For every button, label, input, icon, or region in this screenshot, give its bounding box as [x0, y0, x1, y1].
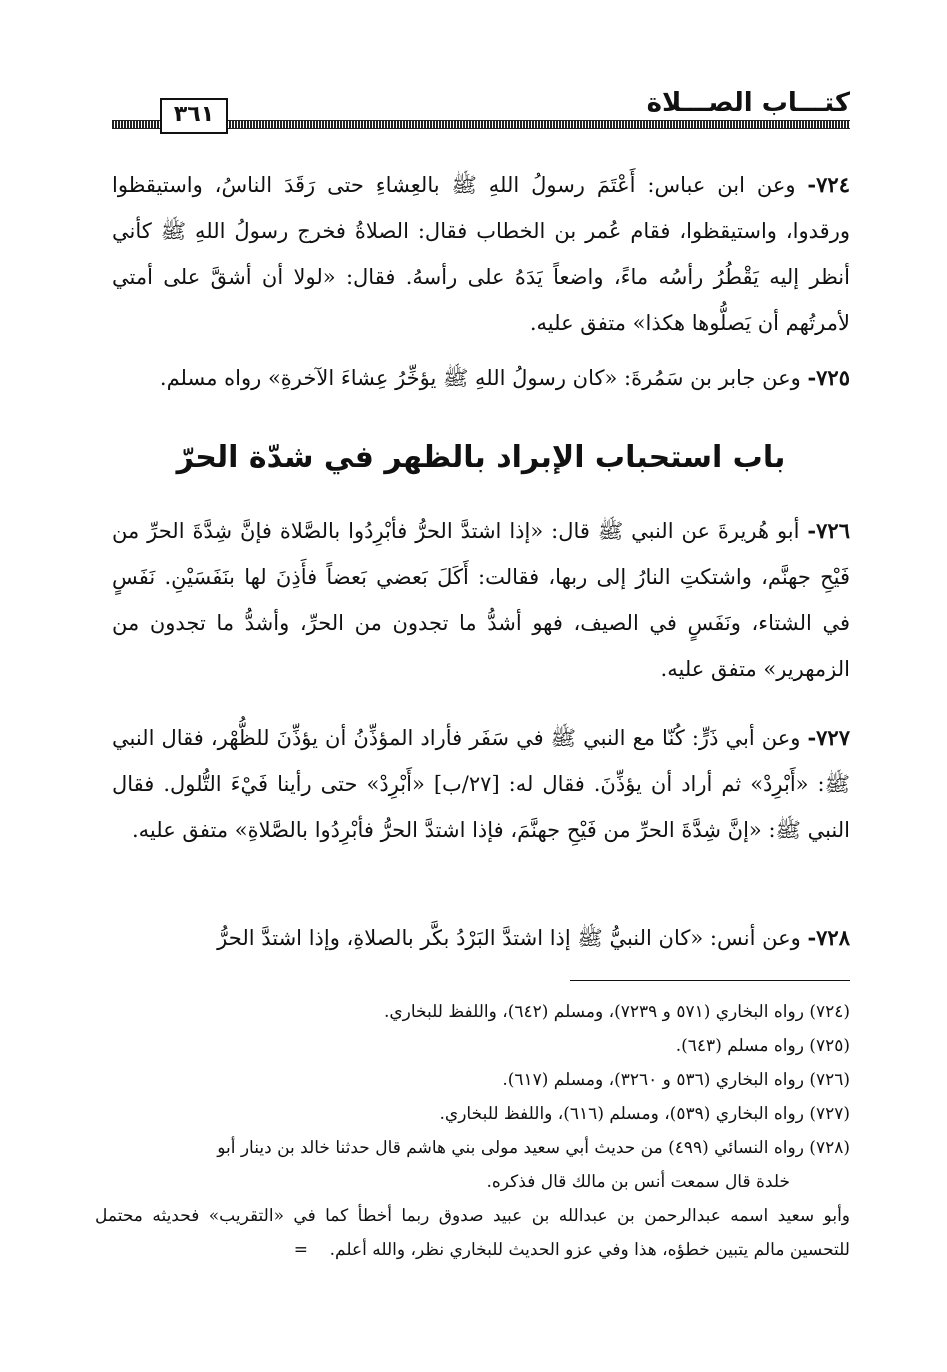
footnote-727: (٧٢٧) رواه البخاري (٥٣٩)، ومسلم (٦١٦)، واللفظ للبخاري. [439, 1104, 850, 1124]
footnote-remark-text: وأبو سعيد اسمه عبدالرحمن بن عبدالله بن عبيد صدوق ربما أخطأ كما في «التقريب» فحديثه محتمل للتحسين مالم يتبين خطؤه، هذا وفي عزو الحديث للبخاري نظر، والله أعلم. [95, 1206, 850, 1260]
continuation-mark: = [293, 1240, 309, 1260]
footnote-728-continuation: خلدة قال سمعت أنس بن مالك قال فذكره. [486, 1172, 790, 1192]
footnotes [95, 995, 850, 1267]
hadith-number: ٧٢٦- [807, 518, 850, 543]
hadith-725 [112, 355, 850, 401]
footnote-728: (٧٢٨) رواه النسائي (٤٩٩) من حديث أبي سعيد مولى بني هاشم قال حدثنا خالد بن دينار أبو [217, 1138, 850, 1158]
hadith-text: أبو هُريرةَ عن النبي ﷺ قال: «إذا اشتدَّ الحرُّ فأبْرِدُوا بالصَّلاة فإنَّ شِدَّةَ الحرِّ من فَيْحِ جهنَّم، واشتكتِ النارُ إلى ربها، فقالت: أَكَلَ بَعضي بَعضاً فأَذِنَ لها بنَفَسَيْنِ. نَفَسٍ في الشتاء، ونَفَسٍ في الصيف، فهو أشدُّ ما تجدون من الحرِّ، وأشدُّ ما تجدون من الزمهرير» متفق عليه. [112, 519, 850, 681]
hadith-number: ٧٢٨- [807, 925, 850, 950]
hadith-text: وعن ابن عباس: أَعْتَمَ رسولُ اللهِ ﷺ بالعِشاءِ حتى رَقَدَ الناسُ، واستيقظوا ورقدوا، واستيقظوا، فقام عُمر بن الخطاب فقال: الصلاةُ فخرج رسولُ اللهِ ﷺ كأني أنظر إليه يَقْطُرُ رأسُه ماءً، واضعاً يَدَهُ على رأسهُ. فقال: «لولا أن أشقَّ على أمتي لأمرتُهم أن يَصلُّوها هكذا» متفق عليه. [112, 173, 850, 335]
hadith-text: وعن أنس: «كان النبيُّ ﷺ إذا اشتدَّ البَرْدُ بكَّر بالصلاةِ، وإذا اشتدَّ الحرُّ [217, 926, 801, 950]
footnote-separator [570, 980, 850, 981]
hadith-728 [112, 915, 850, 961]
hadith-727 [112, 715, 850, 853]
page-number: ٣٦١ [160, 98, 228, 134]
page-header [112, 88, 850, 132]
hadith-number: ٧٢٥- [807, 365, 850, 390]
hadith-number: ٧٢٧- [807, 725, 850, 750]
running-title: كتـــاب الصـــلاة [646, 88, 850, 118]
hadith-726 [112, 508, 850, 692]
hadith-text: وعن أبي ذَرٍّ: كُنّا مع النبي ﷺ في سَفَر فأراد المؤذِّنُ أن يؤذِّنَ للظُّهْر، فقال النبي ﷺ: «أَبْرِدْ» ثم أراد أن يؤذِّنَ. فقال له: [٢٧/ب] «أَبْرِدْ» حتى رأينا فَيْءَ التُّلول. فقال النبي ﷺ: «إنَّ شِدَّةَ الحرِّ من فَيْحِ جهنَّمَ، فإذا اشتدَّ الحرُّ فأبْرِدُوا بالصَّلاةِ» متفق عليه. [112, 726, 850, 842]
footnote-724: (٧٢٤) رواه البخاري (٥٧١ و ٧٢٣٩)، ومسلم (٦٤٢)، واللفظ للبخاري. [383, 1002, 850, 1022]
footnote-726: (٧٢٦) رواه البخاري (٥٣٦ و ٣٢٦٠)، ومسلم (٦١٧). [502, 1070, 850, 1090]
hadith-number: ٧٢٤- [807, 172, 850, 197]
footnote-remark [95, 1199, 850, 1267]
chapter-title: باب استحباب الإبراد بالظهر في شدّة الحرّ [176, 440, 786, 475]
footnote-725: (٧٢٥) رواه مسلم (٦٤٣). [675, 1036, 850, 1056]
hadith-724 [112, 162, 850, 346]
hadith-text: وعن جابر بن سَمُرةَ: «كان رسولُ اللهِ ﷺ يؤخِّرُ عِشاءَ الآخرةِ» رواه مسلم. [159, 366, 801, 390]
